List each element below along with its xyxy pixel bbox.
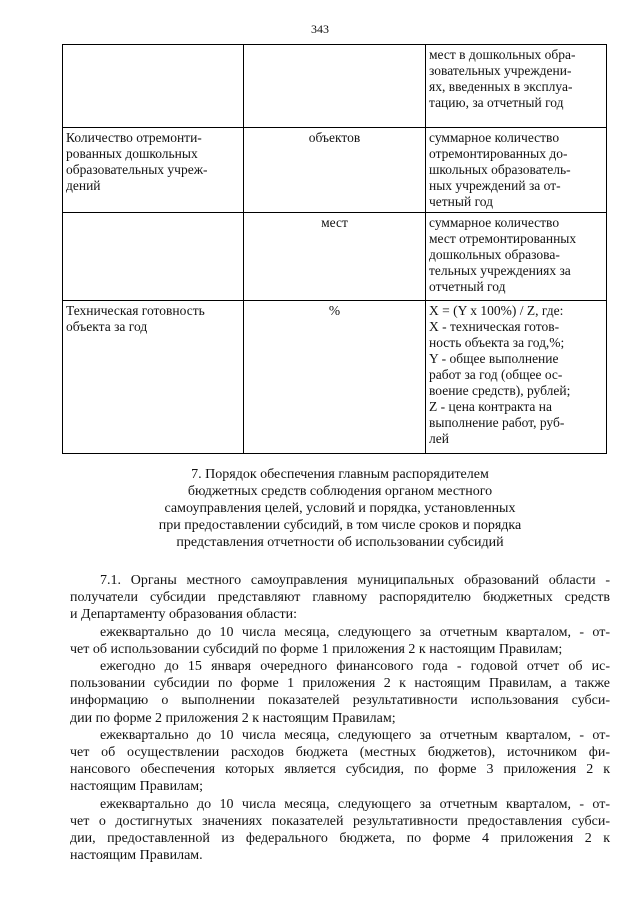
paragraph-line: настоящим Правилам;	[70, 779, 204, 795]
paragraph-line: 7.1. Органы местного самоуправления муниципальных образований области -	[100, 573, 610, 588]
method-line: дошкольных образова-	[429, 247, 560, 262]
indicators-table	[62, 44, 607, 454]
indicator-line: объекта за год	[66, 319, 148, 334]
method-line: школьных образователь-	[429, 162, 571, 177]
paragraph-line: нансового обеспечения которых является субсидия, по форме 3 приложения 2 к	[70, 762, 610, 778]
heading-line: представления отчетности об использовании субсидий	[176, 535, 504, 550]
method-line: мест отремонтированных	[429, 231, 577, 246]
method-line: ях, введенных в эксплуа-	[429, 79, 573, 94]
indicator-line: образовательных учреж-	[66, 162, 208, 177]
method-cell	[426, 213, 607, 301]
indicator-cell	[63, 213, 244, 301]
method-line: Z - цена контракта на	[429, 399, 552, 414]
table-row	[63, 213, 607, 301]
method-line: выполнение работ, руб-	[429, 415, 565, 430]
method-line: четный год	[429, 194, 494, 209]
paragraph-line: дии, предоставленной из федерального бюджета, по форме 4 приложения 2 к	[70, 831, 610, 847]
method-line: суммарное количество	[429, 130, 560, 145]
method-line: тельных учреждениях за	[429, 263, 571, 278]
section-heading	[100, 466, 580, 551]
method-line: зовательных учреждени-	[429, 63, 572, 78]
paragraph-line: информацию о выполнении показателей результативности использования субси-	[70, 693, 610, 709]
page-number: 343	[311, 22, 329, 36]
paragraph-line: чет об использовании субсидий по форме 1 приложения 2 к настоящим Правилам;	[70, 641, 563, 657]
method-line: X - техническая готов-	[429, 319, 560, 334]
body-text	[70, 572, 610, 864]
indicator-line: рованных дошкольных	[66, 146, 198, 161]
method-cell	[426, 301, 607, 454]
method-line: ность объекта за год,%;	[429, 335, 565, 350]
indicator-cell	[63, 128, 244, 213]
paragraph-line: чет о достигнутых значениях показателей результативности предоставления субси-	[70, 813, 610, 829]
unit-cell	[244, 45, 426, 128]
method-line: отремонтированных до-	[429, 146, 568, 161]
table-row	[63, 128, 607, 213]
paragraph-line: ежеквартально до 10 числа месяца, следующего за отчетным кварталом, - от-	[100, 796, 610, 812]
paragraph-line: и Департаменту образования области:	[70, 607, 297, 623]
paragraph-line: получатели субсидии представляют главному распорядителю бюджетных средств	[70, 590, 610, 606]
paragraph-line: настоящим Правилам.	[70, 848, 203, 864]
indicator-line: Техническая готовность	[66, 303, 205, 318]
method-line: лей	[429, 431, 449, 446]
heading-line: бюджетных средств соблюдения органом местного	[187, 484, 493, 499]
method-line: X = (Y x 100%) / Z, где:	[429, 303, 564, 318]
unit-cell: мест	[244, 213, 426, 301]
method-cell	[426, 45, 607, 128]
paragraph	[70, 572, 610, 624]
unit-cell: объектов	[244, 128, 426, 213]
heading-line: при предоставлении субсидий, в том числе сроков и порядка	[158, 518, 522, 533]
method-line: Y - общее выполнение	[429, 351, 559, 366]
method-line: воение средств), рублей;	[429, 383, 571, 398]
paragraph-line: дии по форме 2 приложения 2 к настоящим Правилам;	[70, 710, 396, 726]
paragraph	[70, 624, 610, 658]
indicator-line: дений	[66, 178, 101, 193]
paragraph-line: чет об осуществлении расходов бюджета (местных бюджетов), источником фи-	[70, 745, 610, 761]
heading-line: самоуправления целей, условий и порядка, установленных	[164, 501, 516, 516]
paragraph-line: ежеквартально до 10 числа месяца, следующего за отчетным кварталом, - от-	[100, 624, 610, 640]
paragraph-line: ежегодно до 15 января очередного финансового года - годовой отчет об ис-	[100, 659, 610, 675]
heading-line: 7. Порядок обеспечения главным распорядителем	[191, 467, 489, 482]
method-line: отчетный год	[429, 279, 506, 294]
method-line: ных учреждений за от-	[429, 178, 561, 193]
indicator-line: Количество отремонти-	[66, 130, 202, 145]
paragraph	[70, 658, 610, 727]
paragraph	[70, 727, 610, 796]
table-row	[63, 301, 607, 454]
method-cell	[426, 128, 607, 213]
method-line: суммарное количество	[429, 215, 560, 230]
table-row	[63, 45, 607, 128]
method-line: работ за год (общее ос-	[429, 367, 563, 382]
paragraph-line: пользовании субсидии по форме 1 приложения 2 к настоящим Правилам, а также	[70, 676, 610, 692]
method-line: тацию, за отчетный год	[429, 95, 564, 110]
unit-cell: %	[244, 301, 426, 454]
indicator-cell	[63, 45, 244, 128]
paragraph	[70, 796, 610, 865]
method-line: мест в дошкольных обра-	[429, 47, 576, 62]
paragraph-line: ежеквартально до 10 числа месяца, следующего за отчетным кварталом, - от-	[100, 727, 610, 743]
indicator-cell	[63, 301, 244, 454]
